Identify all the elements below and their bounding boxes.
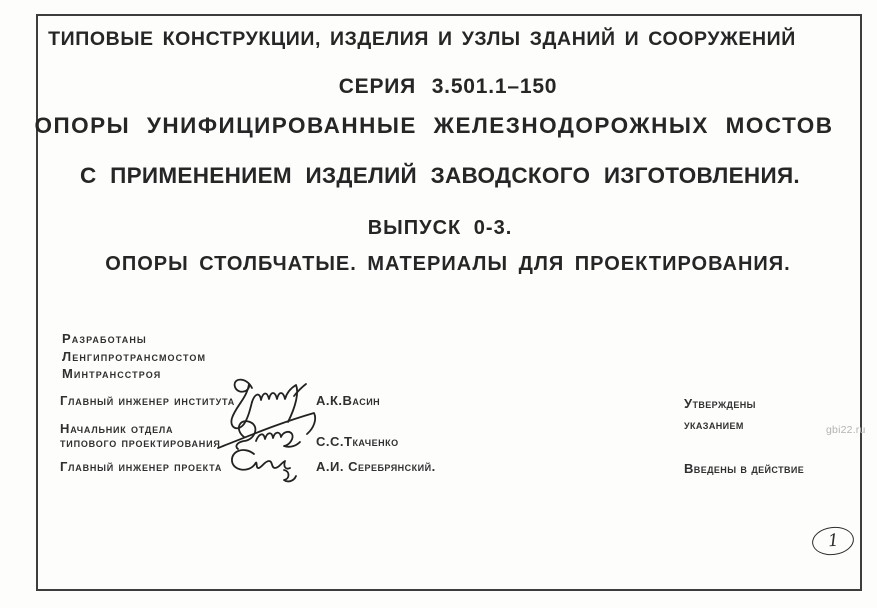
signatory-name-vasin: А.К.Васин	[316, 393, 381, 408]
developed-by-block	[62, 332, 206, 385]
approved-label: Утверждены	[684, 396, 756, 411]
page-number-value: 1	[826, 530, 840, 551]
site-watermark: gbi22.ru	[826, 424, 866, 436]
issue-number-line: ВЫПУСК 0-3.	[367, 217, 513, 239]
page-border-frame	[36, 14, 862, 591]
developed-by-line: Разработаны	[62, 331, 147, 346]
signatory-name-serebryansky: А.И. Серебрянский.	[316, 459, 436, 474]
signature-serebryansky-icon	[224, 443, 306, 489]
signatory-role-chief-project-engineer: Главный инженер проекта	[60, 459, 223, 474]
title-line-2: С ПРИМЕНЕНИЕМ ИЗДЕЛИЙ ЗАВОДСКОГО ИЗГОТОВЛЕНИЯ.	[80, 163, 800, 188]
signatory-role-head-of-department: Начальник отдела типового проектирования	[60, 421, 221, 450]
document-category-line: ТИПОВЫЕ КОНСТРУКЦИИ, ИЗДЕЛИЯ И УЗЛЫ ЗДАНИЙ И СООРУЖЕНИЙ	[48, 28, 796, 50]
title-line-1: ОПОРЫ УНИФИЦИРОВАННЫЕ ЖЕЛЕЗНОДОРОЖНЫХ МОСТОВ	[34, 113, 834, 138]
developer-ministry: Минтрансстроя	[62, 366, 162, 381]
subtitle-line: ОПОРЫ СТОЛБЧАТЫЕ. МАТЕРИАЛЫ ДЛЯ ПРОЕКТИРОВАНИЯ.	[105, 253, 791, 275]
series-number: СЕРИЯ 3.501.1–150	[338, 75, 558, 98]
signatory-role-chief-engineer-institute: Главный инженер института	[60, 393, 236, 408]
signatory-name-tkachenko: С.С.Ткаченко	[316, 434, 399, 449]
developer-organization: Ленгипротрансмостом	[62, 348, 207, 364]
effective-date-label: Введены в действие	[684, 461, 805, 476]
approved-by-directive-label: указанием	[684, 417, 744, 432]
